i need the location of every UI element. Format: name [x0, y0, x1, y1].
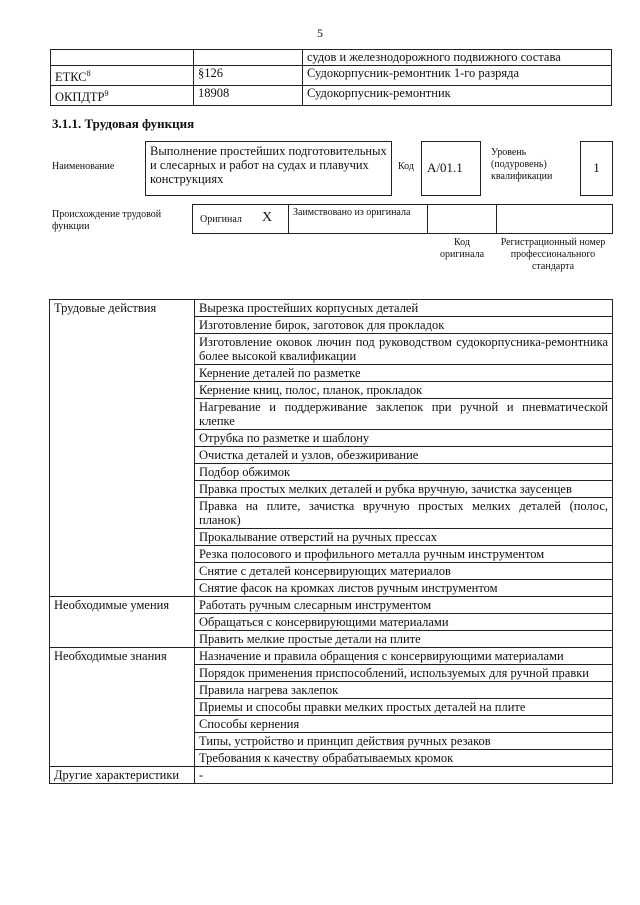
- category-cell: Трудовые действия: [50, 300, 195, 597]
- category-cell: Необходимые умения: [50, 597, 195, 648]
- item-cell: Снятие с деталей консервирующих материалов: [195, 563, 613, 580]
- table-row: [50, 300, 613, 317]
- table-cell: судов и железнодорожного подвижного состава: [303, 50, 612, 66]
- classification-table: [50, 49, 612, 106]
- item-cell: Обращаться с консервирующими материалами: [195, 614, 613, 631]
- code-caption: Код оригинала: [439, 237, 485, 260]
- function-name-box: [145, 141, 392, 196]
- item-cell: Вырезка простейших корпусных деталей: [195, 300, 613, 317]
- item-cell: Типы, устройство и принцип действия ручных резаков: [195, 733, 613, 750]
- category-cell: Другие характеристики: [50, 767, 195, 784]
- level-value: 1: [593, 160, 600, 175]
- code-label: Код: [398, 161, 414, 172]
- table-row: [50, 597, 613, 614]
- table-cell: ОКПДТР$^9$: [51, 86, 194, 106]
- table-cell: 18908: [194, 86, 303, 106]
- item-cell: Править мелкие простые детали на плите: [195, 631, 613, 648]
- item-cell: Снятие фасок на кромках листов ручным инструментом: [195, 580, 613, 597]
- item-cell: Прокалывание отверстий на ручных прессах: [195, 529, 613, 546]
- item-cell: Требования к качеству обрабатываемых кромок: [195, 750, 613, 767]
- item-cell: Кернение деталей по разметке: [195, 365, 613, 382]
- item-cell: Правила нагрева заклепок: [195, 682, 613, 699]
- item-cell: Кернение книц, полос, планок, прокладок: [195, 382, 613, 399]
- table-row: [50, 767, 613, 784]
- divider: [427, 204, 428, 234]
- section-title: 3.1.1. Трудовая функция: [52, 116, 195, 131]
- table-cell: [51, 50, 194, 66]
- table-cell: [194, 50, 303, 66]
- table-cell: §126: [194, 66, 303, 86]
- item-cell: Правка на плите, зачистка вручную простых мелких деталей (полос, планок): [195, 498, 613, 529]
- item-cell: Правка простых мелких деталей и рубка вручную, зачистка заусенцев: [195, 481, 613, 498]
- divider: [496, 204, 497, 234]
- item-cell: Отрубка по разметке и шаблону: [195, 430, 613, 447]
- table-cell: ЕТКС$^8$: [51, 66, 194, 86]
- details-table: [49, 299, 613, 784]
- table-row: [51, 66, 612, 86]
- function-code-box: [421, 141, 481, 196]
- item-cell: Приемы и способы правки мелких простых деталей на плите: [195, 699, 613, 716]
- table-cell: Судокорпусник-ремонтник 1-го разряда: [303, 66, 612, 86]
- item-cell: Порядок применения приспособлений, используемых для ручной правки: [195, 665, 613, 682]
- category-cell: Необходимые знания: [50, 648, 195, 767]
- original-label: Оригинал: [200, 214, 242, 225]
- function-code-value: А/01.1: [427, 160, 463, 175]
- table-row: [51, 50, 612, 66]
- item-cell: Изготовление бирок, заготовок для прокладок: [195, 317, 613, 334]
- level-label: Уровень (подуровень) квалификации: [491, 147, 553, 182]
- item-cell: Очистка деталей и узлов, обезжиривание: [195, 447, 613, 464]
- table-row: [51, 86, 612, 106]
- divider: [288, 204, 289, 234]
- table-row: [50, 648, 613, 665]
- item-cell: Подбор обжимок: [195, 464, 613, 481]
- item-cell: Изготовление оковок лючин под руководством судокорпусника-ремонтника более высокой квалификации: [195, 334, 613, 365]
- item-cell: Назначение и правила обращения с консервирующими материалами: [195, 648, 613, 665]
- table-cell: Судокорпусник-ремонтник: [303, 86, 612, 106]
- borrowed-label: Заимствовано из оригинала: [293, 207, 411, 218]
- function-name-value: Выполнение простейших подготовительных и слесарных и работ на судах и плавучих конструкциях: [150, 144, 387, 186]
- level-box: [580, 141, 613, 196]
- page-number: 5: [317, 26, 323, 40]
- original-mark: X: [262, 210, 273, 225]
- item-cell: -: [195, 767, 613, 784]
- item-cell: Нагревание и поддерживание заклепок при ручной и пневматической клепке: [195, 399, 613, 430]
- item-cell: Способы кернения: [195, 716, 613, 733]
- reg-caption: Регистрационный номер профессионального стандарта: [500, 237, 606, 272]
- item-cell: Резка полосового и профильного металла ручным инструментом: [195, 546, 613, 563]
- item-cell: Работать ручным слесарным инструментом: [195, 597, 613, 614]
- origin-label: Происхождение трудовой функции: [52, 209, 162, 232]
- name-label: Наименование: [52, 161, 115, 172]
